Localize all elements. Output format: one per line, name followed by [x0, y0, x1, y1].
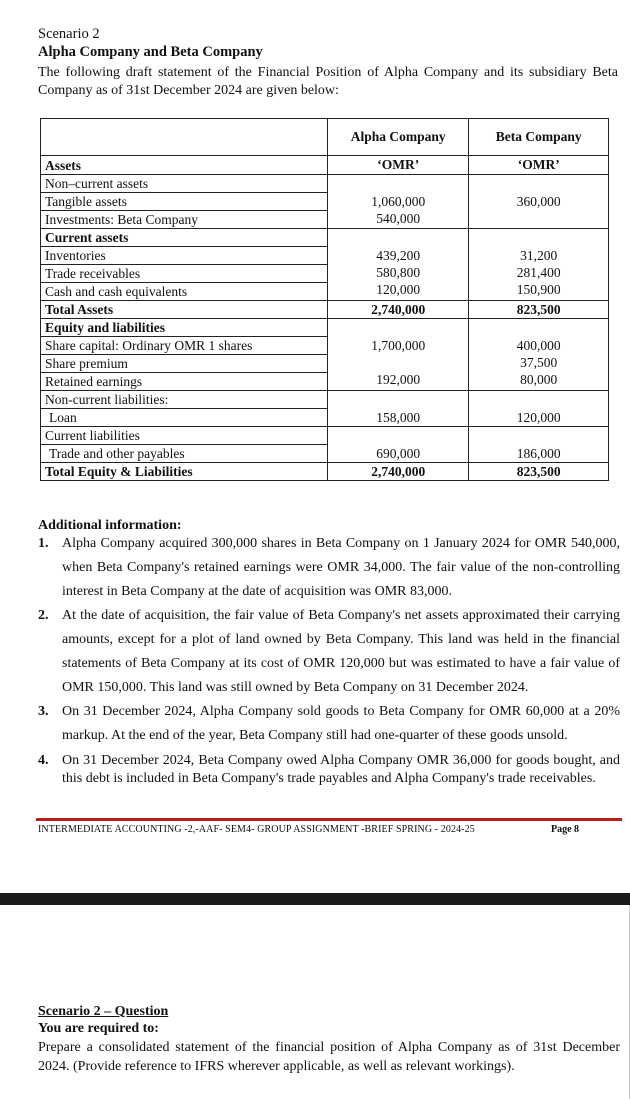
total-equity-liabilities-label: Total Equity & Liabilities	[41, 463, 328, 481]
beta-share-premium-value: 37,500	[520, 355, 558, 370]
list-item-text: On 31 December 2024, Alpha Company sold goods to Beta Company for OMR 60,000 at a 20% markup. At the end of the year, Beta Company still had one-quarter of these goods unsold.	[62, 704, 620, 743]
list-item-number: 3.	[38, 704, 49, 719]
beta-loan-cell	[469, 391, 609, 427]
scenario-title: Alpha Company and Beta Company	[38, 44, 263, 60]
cash-label: Cash and cash equivalents	[41, 283, 328, 301]
beta-share-capital-value: 400,000	[516, 338, 561, 353]
trade-receivables-label: Trade receivables	[41, 265, 328, 283]
beta-ca-values	[469, 229, 609, 301]
alpha-investment-value: 540,000	[376, 211, 421, 226]
assets-label: Assets	[41, 156, 328, 175]
alpha-nca-values	[328, 175, 469, 229]
table-row-current-assets	[41, 229, 609, 247]
alpha-share-capital-value: 1,700,000	[371, 338, 426, 353]
equity-liabilities-label: Equity and liabilities	[41, 319, 328, 337]
list-item	[38, 700, 620, 748]
header-blank-cell	[41, 119, 328, 156]
beta-total-el: 823,500	[469, 463, 609, 481]
trade-payables-label: Trade and other payables	[41, 445, 328, 463]
table-header-row	[41, 119, 609, 156]
list-item-text: Alpha Company acquired 300,000 shares in Beta Company on 1 January 2024 for OMR 540,000, when Beta Company's retained earnings were OMR 34,000. The fair value of the non-controlling interest in Beta Company at the date of acquisition was OMR 83,000.	[62, 536, 620, 599]
alpha-share-premium-blank	[332, 354, 464, 371]
question-title: Scenario 2 – Question	[38, 1004, 169, 1019]
col-alpha-header: Alpha Company	[328, 119, 469, 156]
list-item	[38, 532, 620, 604]
alpha-receivables-value: 580,800	[376, 265, 421, 280]
alpha-inventories-value: 439,200	[376, 248, 421, 263]
alpha-cash-value: 120,000	[376, 282, 421, 297]
tangible-assets-label: Tangible assets	[41, 193, 328, 211]
current-assets-label: Current assets	[41, 229, 328, 247]
alpha-equity-values	[328, 319, 469, 391]
list-item	[38, 752, 620, 788]
footer-text: INTERMEDIATE ACCOUNTING -2,-AAF- SEM4- GROUP ASSIGNMENT -BRIEF SPRING - 2024-25	[38, 824, 475, 835]
unit-beta: ‘OMR’	[469, 156, 609, 175]
beta-payables-cell	[469, 427, 609, 463]
table-row-total-equity-liabilities	[41, 463, 609, 481]
additional-info-list	[38, 532, 620, 788]
current-liabilities-label: Current liabilities	[41, 427, 328, 445]
alpha-retained-value: 192,000	[376, 372, 421, 387]
list-item	[38, 604, 620, 700]
total-assets-label: Total Assets	[41, 301, 328, 319]
unit-alpha: ‘OMR’	[328, 156, 469, 175]
page-divider	[0, 893, 630, 905]
non-current-liabilities-label: Non-current liabilities:	[41, 391, 328, 409]
loan-label: Loan	[41, 409, 328, 427]
alpha-loan-value: 158,000	[376, 410, 421, 425]
document-page-2	[0, 905, 630, 1099]
alpha-loan-cell	[328, 391, 469, 427]
intro-paragraph: The following draft statement of the Financial Position of Alpha Company and its subsidiary Beta Company as of 31st December 2024 are given below:	[38, 65, 618, 98]
alpha-payables-value: 690,000	[376, 446, 421, 461]
scenario-label: Scenario 2	[38, 26, 100, 42]
list-item-number: 2.	[38, 608, 49, 623]
inventories-label: Inventories	[41, 247, 328, 265]
beta-receivables-value: 281,400	[516, 265, 561, 280]
beta-nca-values	[469, 175, 609, 229]
list-item-text: On 31 December 2024, Beta Company owed Alpha Company OMR 36,000 for goods bought, and this debt is included in Beta Company's trade payables and Alpha Company's trade receivables.	[62, 753, 620, 786]
alpha-ca-values	[328, 229, 469, 301]
page-number: Page 8	[551, 824, 580, 835]
table-row-total-assets	[41, 301, 609, 319]
list-item-text: At the date of acquisition, the fair value of Beta Company's net assets approximated their carrying amounts, except for a plot of land owned by Beta Company. This land was held in the financial statements of Beta Company at its cost of OMR 120,000 but was estimated to have a fair value of OMR 150,000. This land was still owned by Beta Company on 31 December 2024.	[62, 608, 620, 695]
table-row-non-current-liabilities	[41, 391, 609, 409]
share-capital-label: Share capital: Ordinary OMR 1 shares	[41, 337, 328, 355]
investments-label: Investments: Beta Company	[41, 211, 328, 229]
beta-retained-value: 80,000	[520, 372, 558, 387]
beta-equity-values	[469, 319, 609, 391]
alpha-payables-cell	[328, 427, 469, 463]
table-row-non-current-assets	[41, 175, 609, 193]
beta-total-assets: 823,500	[469, 301, 609, 319]
retained-earnings-label: Retained earnings	[41, 373, 328, 391]
table-row-equity-liabilities	[41, 319, 609, 337]
question-text: Prepare a consolidated statement of the financial position of Alpha Company as of 31st December 2024. (Provide reference to IFRS wherever applicable, as well as relevant workings).	[38, 1040, 620, 1074]
list-item-number: 4.	[38, 753, 49, 768]
footer-rule	[36, 818, 622, 821]
alpha-total-assets: 2,740,000	[328, 301, 469, 319]
alpha-tangible-value: 1,060,000	[371, 194, 426, 209]
share-premium-label: Share premium	[41, 355, 328, 373]
beta-cash-value: 150,900	[516, 282, 561, 297]
col-beta-header: Beta Company	[469, 119, 609, 156]
beta-loan-value: 120,000	[516, 410, 561, 425]
non-current-assets-label: Non–current assets	[41, 175, 328, 193]
beta-tangible-value: 360,000	[516, 194, 561, 209]
financial-position-table	[40, 118, 609, 481]
question-required-label: You are required to:	[38, 1021, 159, 1036]
list-item-number: 1.	[38, 536, 49, 551]
additional-info-title: Additional information:	[38, 518, 182, 533]
beta-inventories-value: 31,200	[520, 248, 558, 263]
table-row-current-liabilities	[41, 427, 609, 445]
table-row-assets	[41, 156, 609, 175]
alpha-total-el: 2,740,000	[328, 463, 469, 481]
beta-payables-value: 186,000	[516, 446, 561, 461]
